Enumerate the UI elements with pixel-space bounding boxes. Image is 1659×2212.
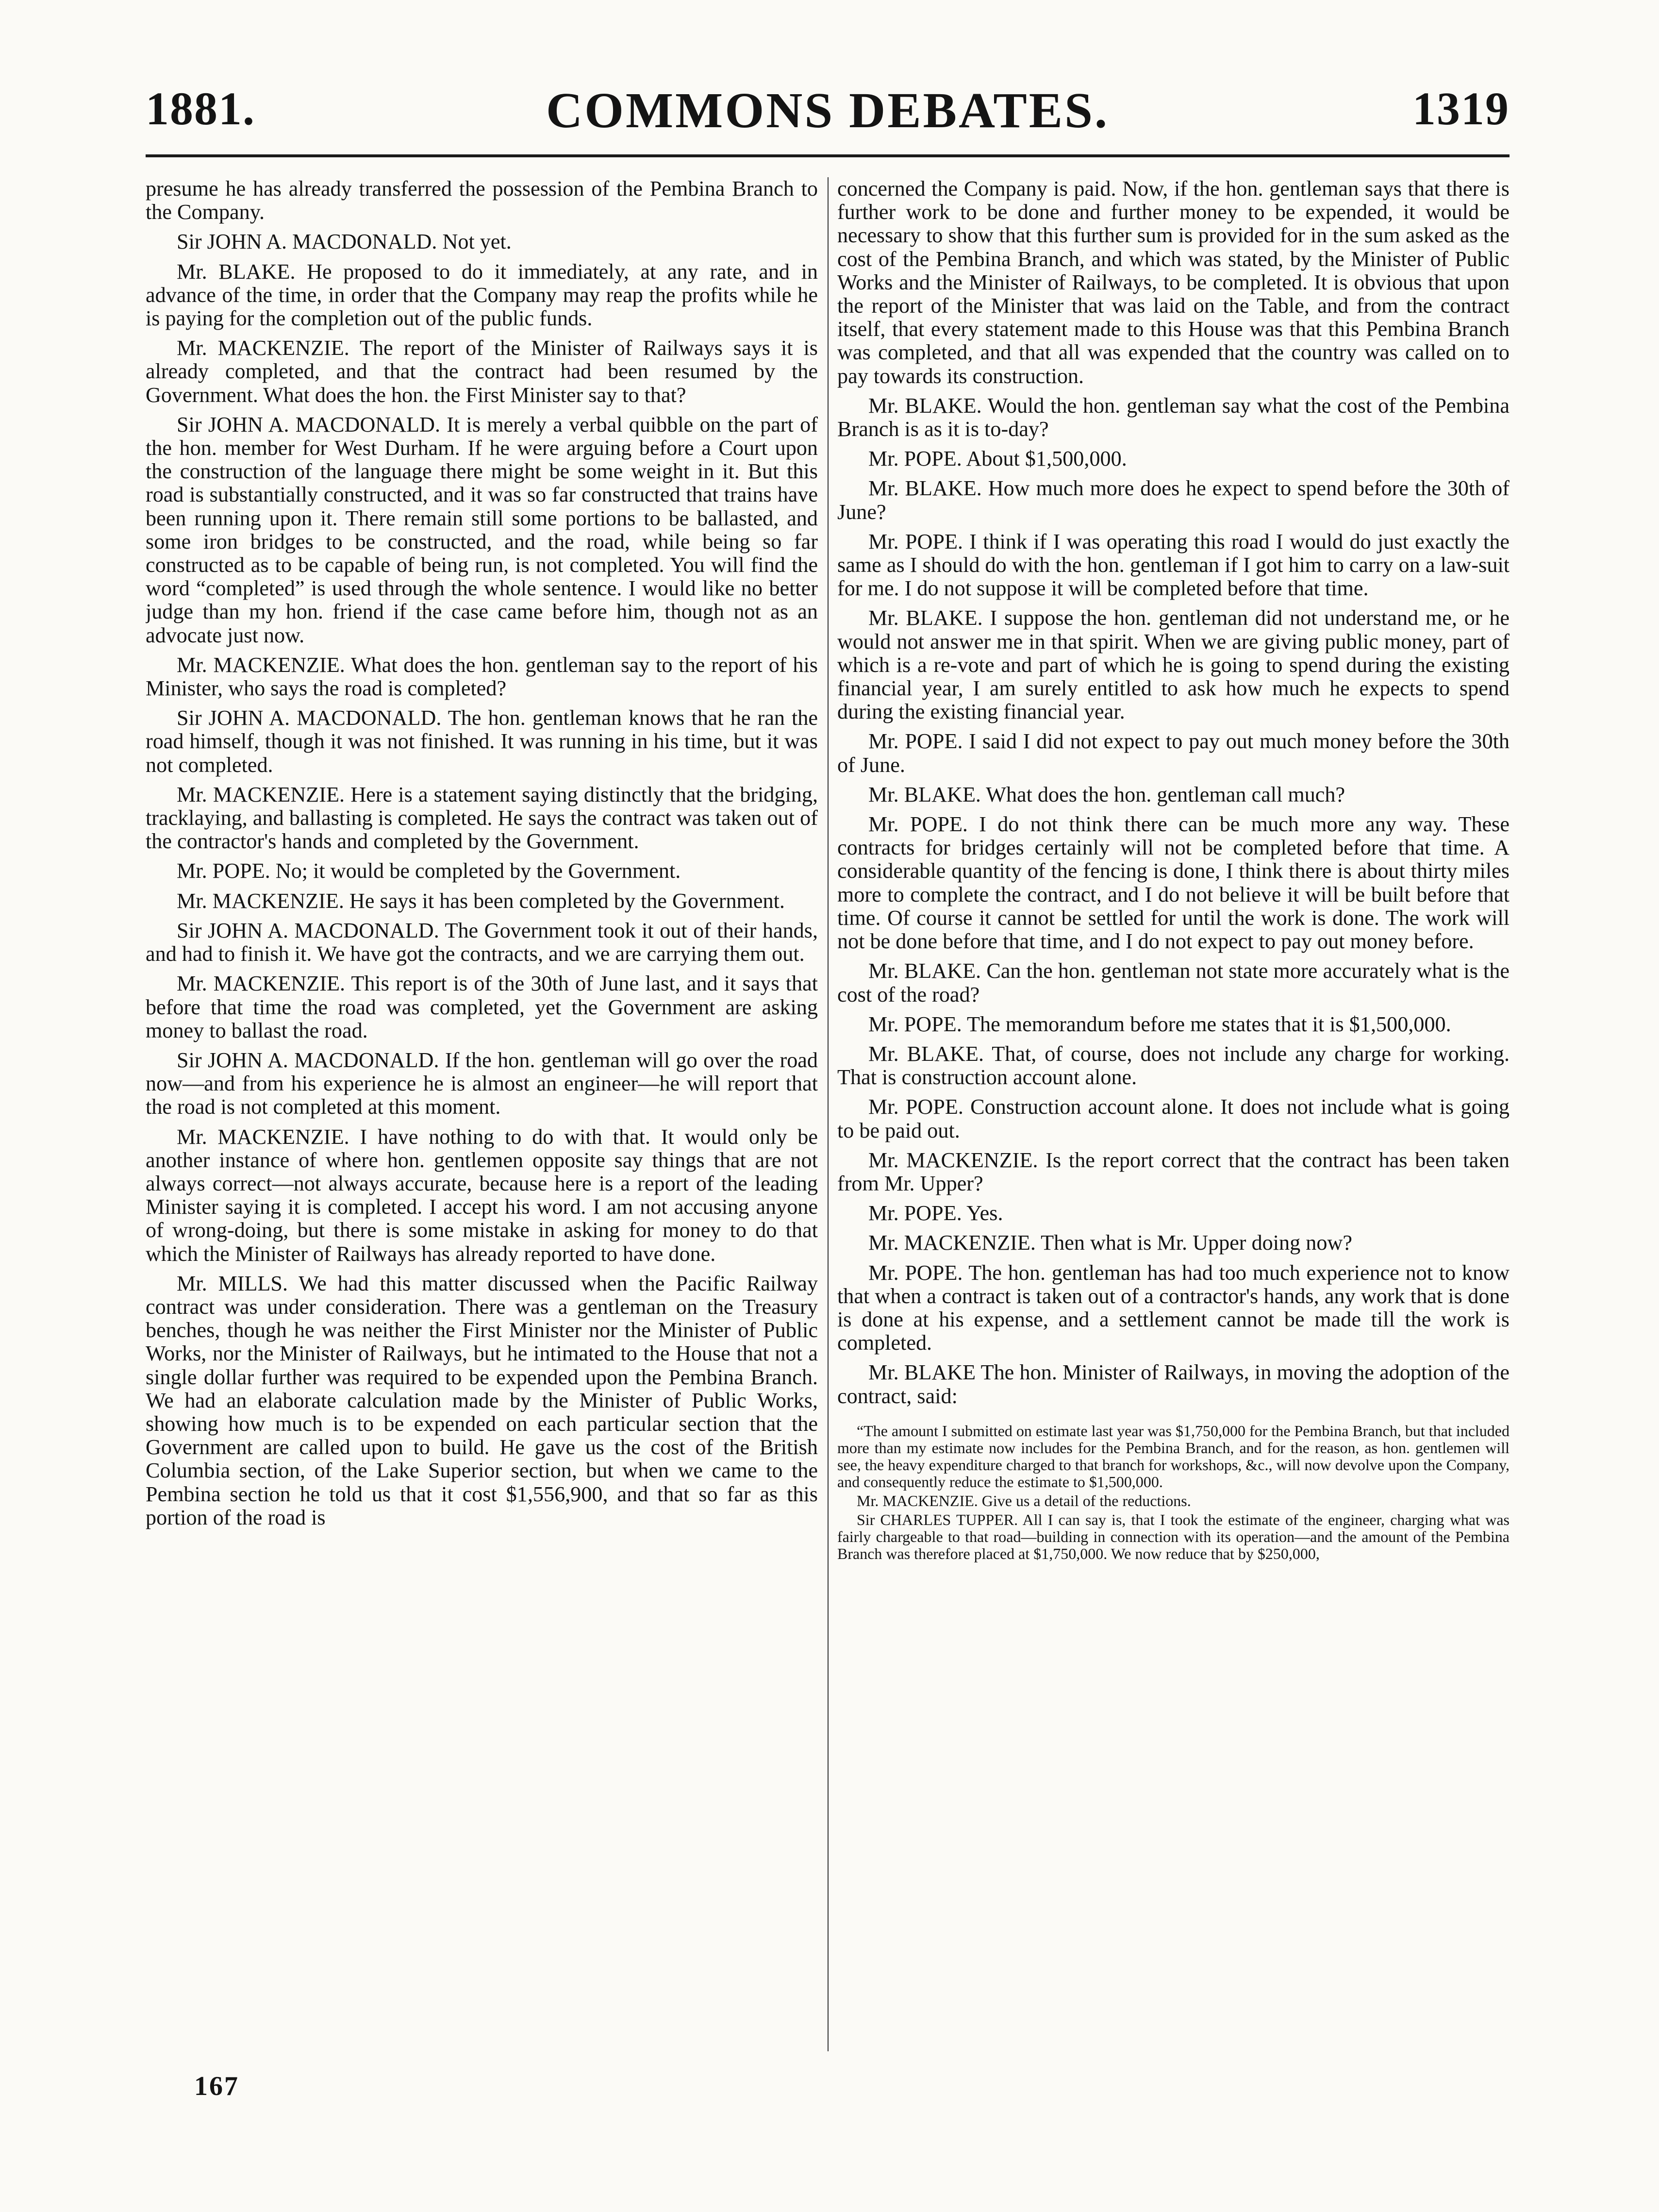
quoted-note: “The amount I submitted on estimate last year was $1,750,000 for the Pembina Branch, but that included more than my estimate now includes for the Pembina Branch, and for the reason, as hon. gentlemen will see, the heavy expenditure charged to that branch for workshops, &c., will now devolve upon the Company, and consequently reduce the estimate to $1,500,000. — [837, 1422, 1510, 1491]
quoted-note: Mr. MACKENZIE. Give us a detail of the reductions. — [857, 1491, 1191, 1509]
header-title: COMMONS DEBATES. — [546, 83, 1109, 138]
paragraph: Mr. BLAKE. What does the hon. gentleman call much? — [868, 782, 1345, 806]
paragraph: Mr. POPE. About $1,500,000. — [868, 447, 1127, 471]
paragraph: Mr. BLAKE. That, of course, does not include any charge for working. That is construction account alone. — [837, 1041, 1510, 1089]
paragraph: Mr. BLAKE. I suppose the hon. gentleman did not understand me, or he would not answer me in that spirit. When we are giving public money, part of which is a re-vote and part of which he is going to spend during the existing financial year, I am surely entitled to ask how much he expects to spend during the existing financial year. — [837, 606, 1510, 724]
paragraph: concerned the Company is paid. Now, if the hon. gentleman says that there is further work to be done and further money to be expended, it would be necessary to show that this further sum is provided for in the sum asked as the cost of the Pembina Branch, and which was stated, by the Minister of Public Works and the Minister of Railways, to be completed. It is obvious that upon the report of the Minister that was laid on the Table, and from the contract itself, that every statement made to this House was that this Pembina Branch was completed, and that all was expended that the country was called on to pay towards its construction. — [837, 177, 1510, 388]
paragraph: Mr. BLAKE. Would the hon. gentleman say what the cost of the Pembina Branch is as it is to-day? — [837, 393, 1510, 441]
paragraph: Sir JOHN A. MACDONALD. The Government took it out of their hands, and had to finish it. We have got the contracts, and we are carrying them out. — [146, 918, 818, 966]
right-column — [837, 177, 1510, 2051]
paragraph: Mr. BLAKE. He proposed to do it immediately, at any rate, and in advance of the time, in order that the Company may reap the profits while he is paying for the completion out of the public funds. — [146, 259, 818, 331]
paragraph: Mr. POPE. The hon. gentleman has had too much experience not to know that when a contract is taken out of a contractor's hands, any work that is done is done at his expense, and a settlement cannot be made till the work is completed. — [837, 1260, 1510, 1355]
left-column — [146, 177, 818, 2051]
paragraph: Sir JOHN A. MACDONALD. It is merely a verbal quibble on the part of the hon. member for West Durham. If he were arguing before a Court upon the construction of the language there might be some weight in it. But this road is substantially constructed, and it was so far constructed that trains have been running upon it. There remain still some portions to be ballasted, and some iron bridges to be constructed, and the road, while being so far constructed as to be capable of being run, is not completed. You will find the word “completed” is used through the whole sentence. I would like no better judge than my hon. friend if the case came before him, though not as an advocate just now. — [146, 412, 818, 647]
paragraph: Mr. POPE. I think if I was operating this road I would do just exactly the same as I should do with the hon. gentleman if I got him to carry on a law-suit for me. I do not suppose it will be completed before that time. — [837, 529, 1510, 601]
page-header — [146, 82, 1510, 150]
paragraph: Sir JOHN A. MACDONALD. Not yet. — [177, 230, 512, 254]
paragraph: Mr. MACKENZIE. He says it has been completed by the Government. — [177, 888, 785, 913]
paragraph: Sir JOHN A. MACDONALD. If the hon. gentleman will go over the road now—and from his experience he is almost an engineer—he will report that the road is not completed at this moment. — [146, 1048, 818, 1119]
paragraph: Mr. MACKENZIE. What does the hon. gentleman say to the report of his Minister, who says the road is completed? — [146, 653, 818, 701]
paragraph: Sir JOHN A. MACDONALD. The hon. gentleman knows that he ran the road himself, though it was not finished. It was running in his time, but it was not completed. — [146, 706, 818, 777]
paragraph: Mr. POPE. Yes. — [868, 1201, 1003, 1225]
quoted-note: Sir CHARLES TUPPER. All I can say is, that I took the estimate of the engineer, charging what was fairly chargeable to that road—building in connection with its operation—and the amount of the Pembina Branch was therefore placed at $1,750,000. We now reduce that by $250,000, — [837, 1510, 1510, 1562]
paragraph: Mr. POPE. I do not think there can be much more any way. These contracts for bridges certainly will not be completed before that time. A considerable quantity of the fencing is done, I think there is about thirty miles more to complete the contract, and I do not believe it will be built before that time. Of course it cannot be settled for until the work is done. The work will not be done before that time, and I do not expect to pay out money before. — [837, 812, 1510, 954]
paragraph: Mr. MACKENZIE. Is the report correct that the contract has been taken from Mr. Upper? — [837, 1148, 1510, 1195]
header-rule — [146, 154, 1510, 157]
paragraph: Mr. BLAKE. Can the hon. gentleman not state more accurately what is the cost of the road? — [837, 959, 1510, 1006]
paragraph: Mr. MACKENZIE. This report is of the 30th of June last, and it says that before that time the road was completed, yet the Government are asking money to ballast the road. — [146, 972, 818, 1042]
paragraph: presume he has already transferred the possession of the Pembina Branch to the Company. — [146, 177, 818, 224]
paragraph: Mr. MACKENZIE. I have nothing to do with that. It would only be another instance of where hon. gentlemen opposite say things that are not always correct—not always accurate, because here is a report of the leading Minister saying it is completed. I accept his word. I am not accusing anyone of wrong-doing, but there is some mistake in asking for money to do that which the Minister of Railways has already reported to have done. — [146, 1124, 818, 1266]
paragraph: Mr. BLAKE The hon. Minister of Railways, in moving the adoption of the contract, said: — [837, 1360, 1510, 1408]
paragraph: Mr. MACKENZIE. The report of the Minister of Railways says it is already completed, and that the contract had been resumed by the Government. What does the hon. the First Minister say to that? — [146, 336, 818, 407]
paragraph: Mr. MACKENZIE. Here is a statement saying distinctly that the bridging, tracklaying, and ballasting is completed. He says the contract was taken out of the contractor's hands and completed by the Government. — [146, 782, 818, 854]
paragraph: Mr. POPE. No; it would be completed by the Government. — [177, 859, 681, 883]
paragraph: Mr. POPE. The memorandum before me states that it is $1,500,000. — [868, 1012, 1451, 1036]
paragraph: Mr. MACKENZIE. Then what is Mr. Upper doing now? — [868, 1231, 1352, 1255]
column-divider — [828, 177, 829, 2051]
signature-mark: 167 — [194, 2071, 239, 2101]
paragraph: Mr. MILLS. We had this matter discussed when the Pacific Railway contract was under consideration. There was a gentleman on the Treasury benches, though he was neither the First Minister nor the Minister of Public Works, nor the Minister of Railways, but he intimated to the House that not a single dollar further was required to be expended upon the Pembina Branch. We had an elaborate calculation made by the Minister of Public Works, showing how much is to be expended on each particular section that the Government are called upon to build. He gave us the cost of the British Columbia section, of the Lake Superior section, but when we came to the Pembina section he told us that it cost $1,556,900, and that so far as this portion of the road is — [146, 1271, 818, 1529]
paragraph: Mr. POPE. I said I did not expect to pay out much money before the 30th of June. — [837, 729, 1510, 777]
header-year: 1881. — [146, 83, 255, 134]
paragraph: Mr. POPE. Construction account alone. It does not include what is going to be paid out. — [837, 1095, 1510, 1142]
header-page-number: 1319 — [1412, 83, 1510, 134]
paragraph: Mr. BLAKE. How much more does he expect to spend before the 30th of June? — [837, 476, 1510, 524]
